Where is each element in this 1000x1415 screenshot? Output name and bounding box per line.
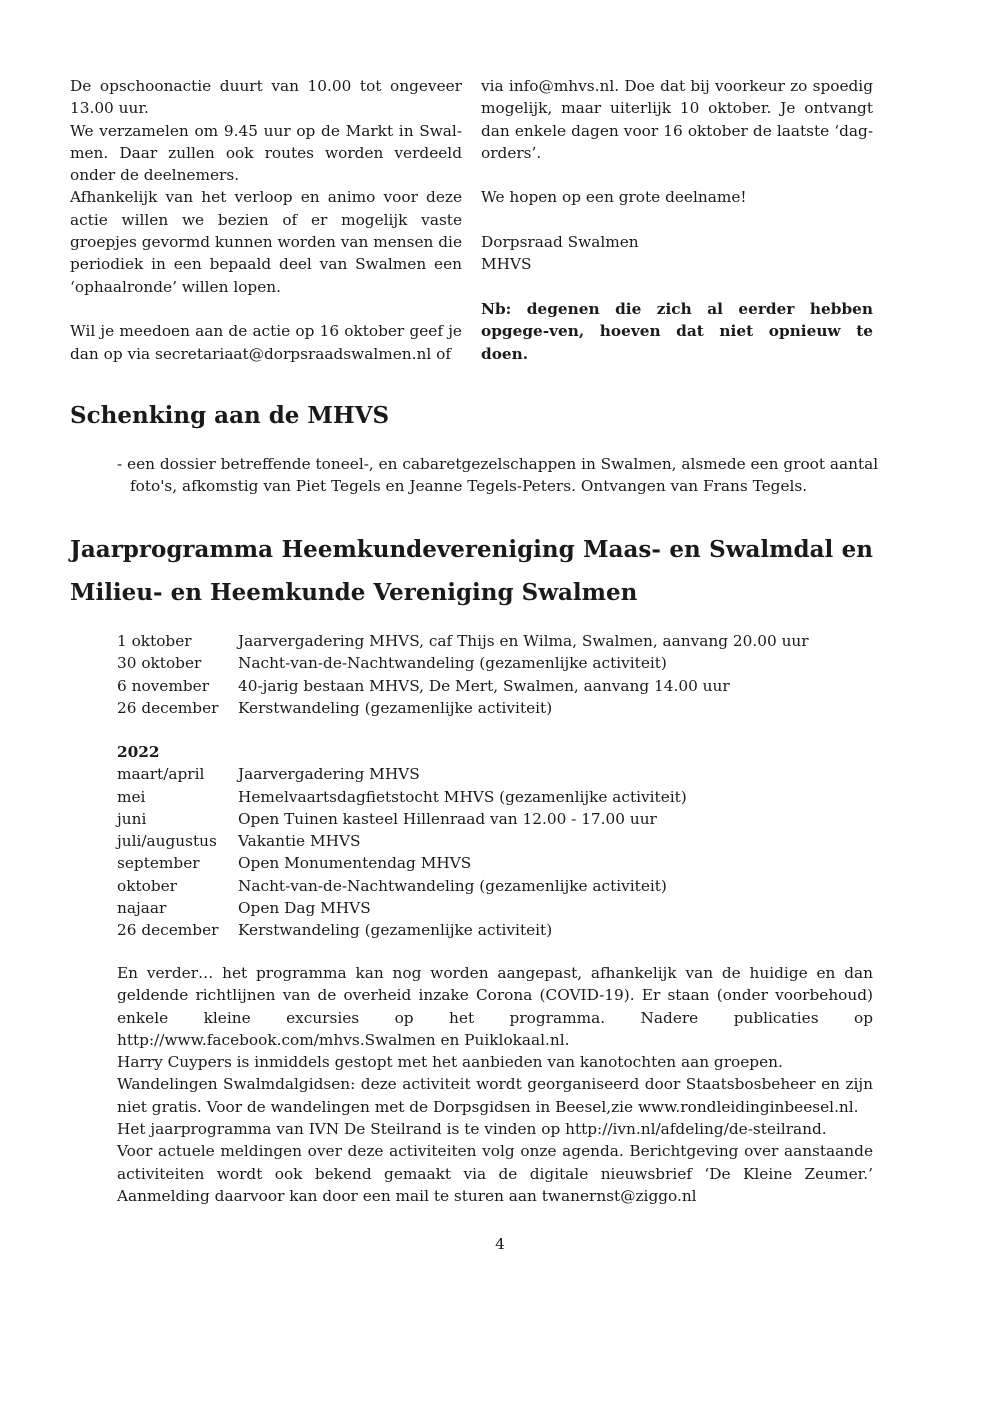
event-activity: Open Dag MHVS <box>238 899 371 918</box>
program-row <box>117 875 877 897</box>
program-row <box>117 652 877 674</box>
aanmelden-vervolg: via info@mhvs.nl. Doe dat bij voorkeur zo spoedig mogelijk, maar uiterlijk 10 oktober. Je ontvangt dan enkele dagen voor 16 oktober de laatste ‘dag-orders’. <box>481 77 873 162</box>
program-row <box>117 697 877 719</box>
event-activity: Jaarvergadering MHVS, caf Thijs en Wilma, Swalmen, aanvang 20.00 uur <box>238 632 809 650</box>
aanmelden: Wil je meedoen aan de actie op 16 oktober geef je dan op via secretariaat@dorpsraadswalmen.nl of <box>70 322 462 363</box>
event-date: september <box>117 854 200 873</box>
event-activity: Kerstwandeling (gezamenlijke activiteit) <box>238 921 553 940</box>
event-date: juli/augustus <box>117 832 217 851</box>
event-date: oktober <box>117 876 177 895</box>
signature-dorpsraad: Dorpsraad Swalmen <box>481 233 639 252</box>
event-date: 26 december <box>117 698 219 717</box>
info-swalmdalgidsen: Wandelingen Swalmdalgidsen: deze activiteit wordt georganiseerd door Staatsbosbeheer en zijn niet gratis. Voor de wandelingen met de Dorpsgidsen in Beesel,zie www.rondleidinginbeesel.nl. <box>117 1075 873 1116</box>
program-2021 <box>117 630 877 719</box>
program-row <box>117 852 877 874</box>
page-number: 4 <box>495 1235 505 1253</box>
event-activity: 40-jarig bestaan MHVS, De Mert, Swalmen, aanvang 14.00 uur <box>238 676 730 695</box>
program-row <box>117 763 877 785</box>
info-agenda: Voor actuele meldingen over deze activiteiten volg onze agenda. Berichtgeving over aanstaande activiteiten wordt ook bekend gemaakt via de digitale nieuwsbrief ‘De Kleine Zeumer.’ Aanmelding daarvoor kan door een mail te sturen aan twanernst@ziggo.nl <box>117 1142 873 1205</box>
event-date: mei <box>117 787 146 806</box>
nb-note: Nb: degenen die zich al eerder hebben opgege-ven, hoeven dat niet opnieuw te doen. <box>481 299 873 363</box>
opschoonactie-duur: De opschoonactie duurt van 10.00 tot ongeveer 13.00 uur. <box>70 77 462 118</box>
verzamelpunt: We verzamelen om 9.45 uur op de Markt in Swal-men. Daar zullen ook routes worden verdeeld onder de deelnemers. <box>70 121 462 185</box>
program-row <box>117 630 877 652</box>
program-row <box>117 830 877 852</box>
schenking-heading: Schenking aan de MHVS <box>70 402 390 429</box>
deelname-oproep: We hopen op een grote deelname! <box>481 188 747 207</box>
info-section <box>117 962 873 1207</box>
event-date: 1 oktober <box>117 632 192 650</box>
program-row <box>117 808 877 830</box>
left-column <box>70 75 462 365</box>
info-ivn: Het jaarprogramma van IVN De Steilrand is te vinden op http://ivn.nl/afdeling/de-steilrand. <box>117 1120 827 1139</box>
program-row <box>117 897 877 919</box>
event-date: 26 december <box>117 921 219 940</box>
program-2022 <box>117 741 877 942</box>
schenking-item: - een dossier betreffende toneel-, en cabaretgezelschappen in Swalmen, alsmede een groot aantal foto's, afkomstig van Piet Tegels en Jeanne Tegels-Peters. Ontvangen van Frans Tegels. <box>117 455 879 496</box>
event-date: juni <box>117 809 147 828</box>
event-activity: Open Monumentendag MHVS <box>238 854 472 873</box>
event-activity: Vakantie MHVS <box>238 832 361 851</box>
event-activity: Kerstwandeling (gezamenlijke activiteit) <box>238 698 553 717</box>
program-row <box>117 675 877 697</box>
event-activity: Nacht-van-de-Nachtwandeling (gezamenlijke activiteit) <box>238 876 667 895</box>
right-column <box>481 75 873 365</box>
event-date: najaar <box>117 899 167 918</box>
signature-mhvs: MHVS <box>481 255 532 274</box>
info-kanotochten: Harry Cuypers is inmiddels gestopt met het aanbieden van kanotochten aan groepen. <box>117 1053 783 1072</box>
program-row <box>117 786 877 808</box>
program-row <box>117 919 877 941</box>
event-date: 30 oktober <box>117 654 202 673</box>
jaarprogramma-heading-line1: Jaarprogramma Heemkundevereniging Maas- en Swalmdal en <box>70 536 873 563</box>
event-activity: Open Tuinen kasteel Hillenraad van 12.00 - 17.00 uur <box>238 809 657 828</box>
vaste-groepjes: Afhankelijk van het verloop en animo voor deze actie willen we bezien of er mogelijk vaste groepjes gevormd kunnen worden van mensen die periodiek in een bepaald deel van Swalmen een ‘ophaalronde’ willen lopen. <box>70 188 462 296</box>
jaarprogramma-heading-line2: Milieu- en Heemkunde Vereniging Swalmen <box>70 579 638 606</box>
event-activity: Nacht-van-de-Nachtwandeling (gezamenlijke activiteit) <box>238 654 667 673</box>
event-date: 6 november <box>117 676 210 695</box>
event-date: maart/april <box>117 765 205 784</box>
info-corona: En verder… het programma kan nog worden aangepast, afhankelijk van de huidige en dan geldende richtlijnen van de overheid inzake Corona (COVID-19). Er staan (onder voorbehoud) enkele kleine excursies op het programma. Nadere publicaties op http://www.facebook.com/mhvs.Swalmen en Puiklokaal.nl. <box>117 964 873 1049</box>
year-heading: 2022 <box>117 743 160 761</box>
event-activity: Jaarvergadering MHVS <box>238 765 420 784</box>
event-activity: Hemelvaartsdagfietstocht MHVS (gezamenlijke activiteit) <box>238 787 687 806</box>
